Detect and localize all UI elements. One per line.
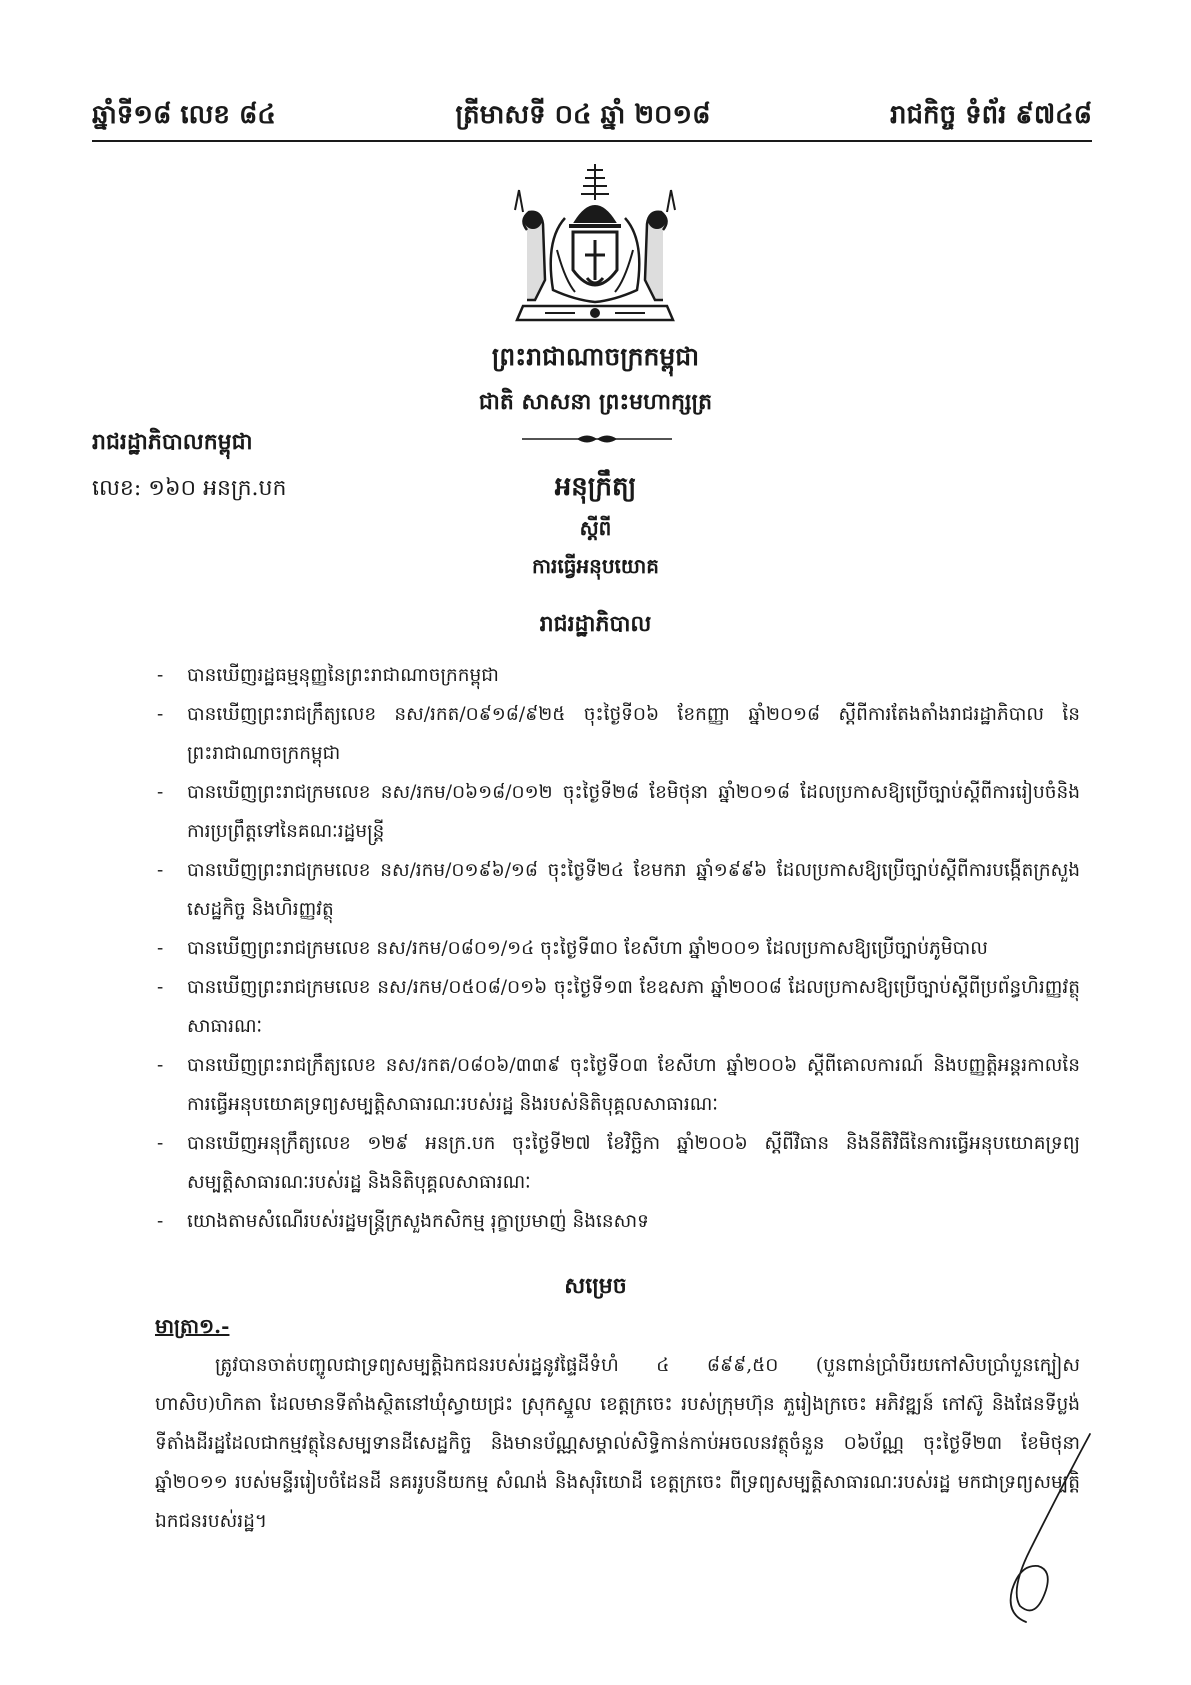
ornament-divider-icon xyxy=(522,432,672,446)
article-body: ត្រូវបានចាត់បញ្ចូលជាទ្រព្យសម្បត្តិឯកជនរបស់រដ្ឋនូវផ្ទៃដីទំហំ ៤ ៨៩៩,៥០ (បួនពាន់ប្រាំបីរយកៅសិបប្រាំបួនក្បៀសហាសិប)ហិកតា ដែលមានទីតាំងស្ថិតនៅឃុំស្វាយជ្រះ ស្រុកស្នួល ខេត្តក្រចេះ របស់ក្រុមហ៊ុន ភួរៀងក្រចេះ អភិវឌ្ឍន៍ កៅស៊ូ និងផែនទីប្លង់ទីតាំងដីរដ្ឋដែលជាកម្មវត្ថុនៃសម្បទានដីសេដ្ឋកិច្ច និងមានប័ណ្ណសម្គាល់សិទ្ធិកាន់កាប់អចលនវត្ថុចំនួន ០៦ប័ណ្ណ ចុះថ្ងៃទី២៣ ខែមិថុនា ឆ្នាំ២០១១ របស់មន្ទីររៀបចំដែនដី នគររូបនីយកម្ម សំណង់ និងសុរិយោដី ខេត្តក្រចេះ ពីទ្រព្យសម្បត្តិសាធារណៈរបស់រដ្ឋ មកជាទ្រព្យសម្បត្តិឯកជនរបស់រដ្ឋ។ xyxy=(155,1355,1080,1532)
national-motto: ជាតិ សាសនា ព្រះមហាក្សត្រ xyxy=(478,389,713,415)
preamble-item: - បានឃើញព្រះរាជក្រមលេខ នស/រកម/០៨០១/១៤ ចុះថ្ងៃទី៣០ ខែសីហា ឆ្នាំ២០០១ ដែលប្រកាសឱ្យប្រើច្បាប់ភូមិបាល xyxy=(155,929,1080,968)
article-heading: មាត្រា១.- xyxy=(155,1314,230,1338)
kingdom-title: ព្រះរាជាណាចក្រកម្ពុជា xyxy=(491,342,700,371)
decree-title: អនុក្រឹត្យ xyxy=(554,472,637,502)
preamble-list xyxy=(155,656,1080,1241)
signature-icon xyxy=(990,1430,1100,1630)
preamble-item: - បានឃើញព្រះរាជក្រមលេខ នស/រកម/០១៩៦/១៨ ចុះថ្ងៃទី២៤ ខែមករា ឆ្នាំ១៩៩៦ ដែលប្រកាសឱ្យប្រើច្បាប់ស្ដីពីការបង្កើតក្រសួងសេដ្ឋកិច្ច និងហិរញ្ញវត្ថុ xyxy=(155,851,1080,929)
government-name: រាជរដ្ឋាភិបាលកម្ពុជា xyxy=(92,429,253,455)
preamble-item: - បានឃើញរដ្ឋធម្មនុញ្ញនៃព្រះរាជាណាចក្រកម្ពុជា xyxy=(155,656,1080,695)
year-issue: ឆ្នាំទី១៨ លេខ ៨៤ xyxy=(92,100,276,130)
preamble-item: - យោងតាមសំណើរបស់រដ្ឋមន្ត្រីក្រសួងកសិកម្ម រុក្ខាប្រមាញ់ និងនេសាទ xyxy=(155,1202,1080,1241)
decree-concerning: ស្ដីពី xyxy=(579,516,612,540)
royal-coat-of-arms-icon xyxy=(505,160,685,330)
decision-heading: សម្រេច xyxy=(564,1273,627,1299)
preamble-item: - បានឃើញព្រះរាជក្រឹត្យលេខ នស/រកត/០៨០៦/៣៣៩ ចុះថ្ងៃទី០៣ ខែសីហា ឆ្នាំ២០០៦ ស្ដីពីគោលការណ៍ និងបញ្ញត្តិអន្តរកាលនៃការធ្វើអនុបយោគទ្រព្យសម្បត្តិសាធារណៈរបស់រដ្ឋ និងរបស់និតិបុគ្គលសាធារណៈ xyxy=(155,1046,1080,1124)
decree-subject: ការធ្វើអនុបយោគ xyxy=(532,554,659,578)
gazette-header xyxy=(92,92,1092,142)
page-number: រាជកិច្ច ទំព័រ ៩៧៤៨ xyxy=(890,100,1092,130)
issuer-heading: រាជរដ្ឋាភិបាល xyxy=(539,611,652,637)
document-number: លេខ: ១៦០ អនក្រ.បក xyxy=(92,476,287,501)
preamble-item: - បានឃើញអនុក្រឹត្យលេខ ១២៩ អនក្រ.បក ចុះថ្ងៃទី២៧ ខែវិច្ឆិកា ឆ្នាំ២០០៦ ស្ដីពីវិធាន និងនីតិវិធីនៃការធ្វើអនុបយោគទ្រព្យសម្បត្តិសាធារណៈរបស់រដ្ឋ និងនិតិបុគ្គលសាធារណៈ xyxy=(155,1124,1080,1202)
preamble-item: - បានឃើញព្រះរាជក្រឹត្យលេខ នស/រកត/០៩១៨/៩២៥ ចុះថ្ងៃទី០៦ ខែកញ្ញា ឆ្នាំ២០១៨ ស្ដីពីការតែងតាំងរាជរដ្ឋាភិបាល នៃព្រះរាជាណាចក្រកម្ពុជា xyxy=(155,695,1080,773)
issue-date: ត្រីមាសទី ០៤ ឆ្នាំ ២០១៨ xyxy=(455,100,711,130)
preamble-item: - បានឃើញព្រះរាជក្រមលេខ នស/រកម/០៦១៨/០១២ ចុះថ្ងៃទី២៨ ខែមិថុនា ឆ្នាំ២០១៨ ដែលប្រកាសឱ្យប្រើច្បាប់ស្ដីពីការរៀបចំនិងការប្រព្រឹត្តទៅនៃគណៈរដ្ឋមន្ត្រី xyxy=(155,773,1080,851)
preamble-item: - បានឃើញព្រះរាជក្រមលេខ នស/រកម/០៥០៨/០១៦ ចុះថ្ងៃទី១៣ ខែឧសភា ឆ្នាំ២០០៨ ដែលប្រកាសឱ្យប្រើច្បាប់ស្ដីពីប្រព័ន្ធហិរញ្ញវត្ថុសាធារណៈ xyxy=(155,968,1080,1046)
